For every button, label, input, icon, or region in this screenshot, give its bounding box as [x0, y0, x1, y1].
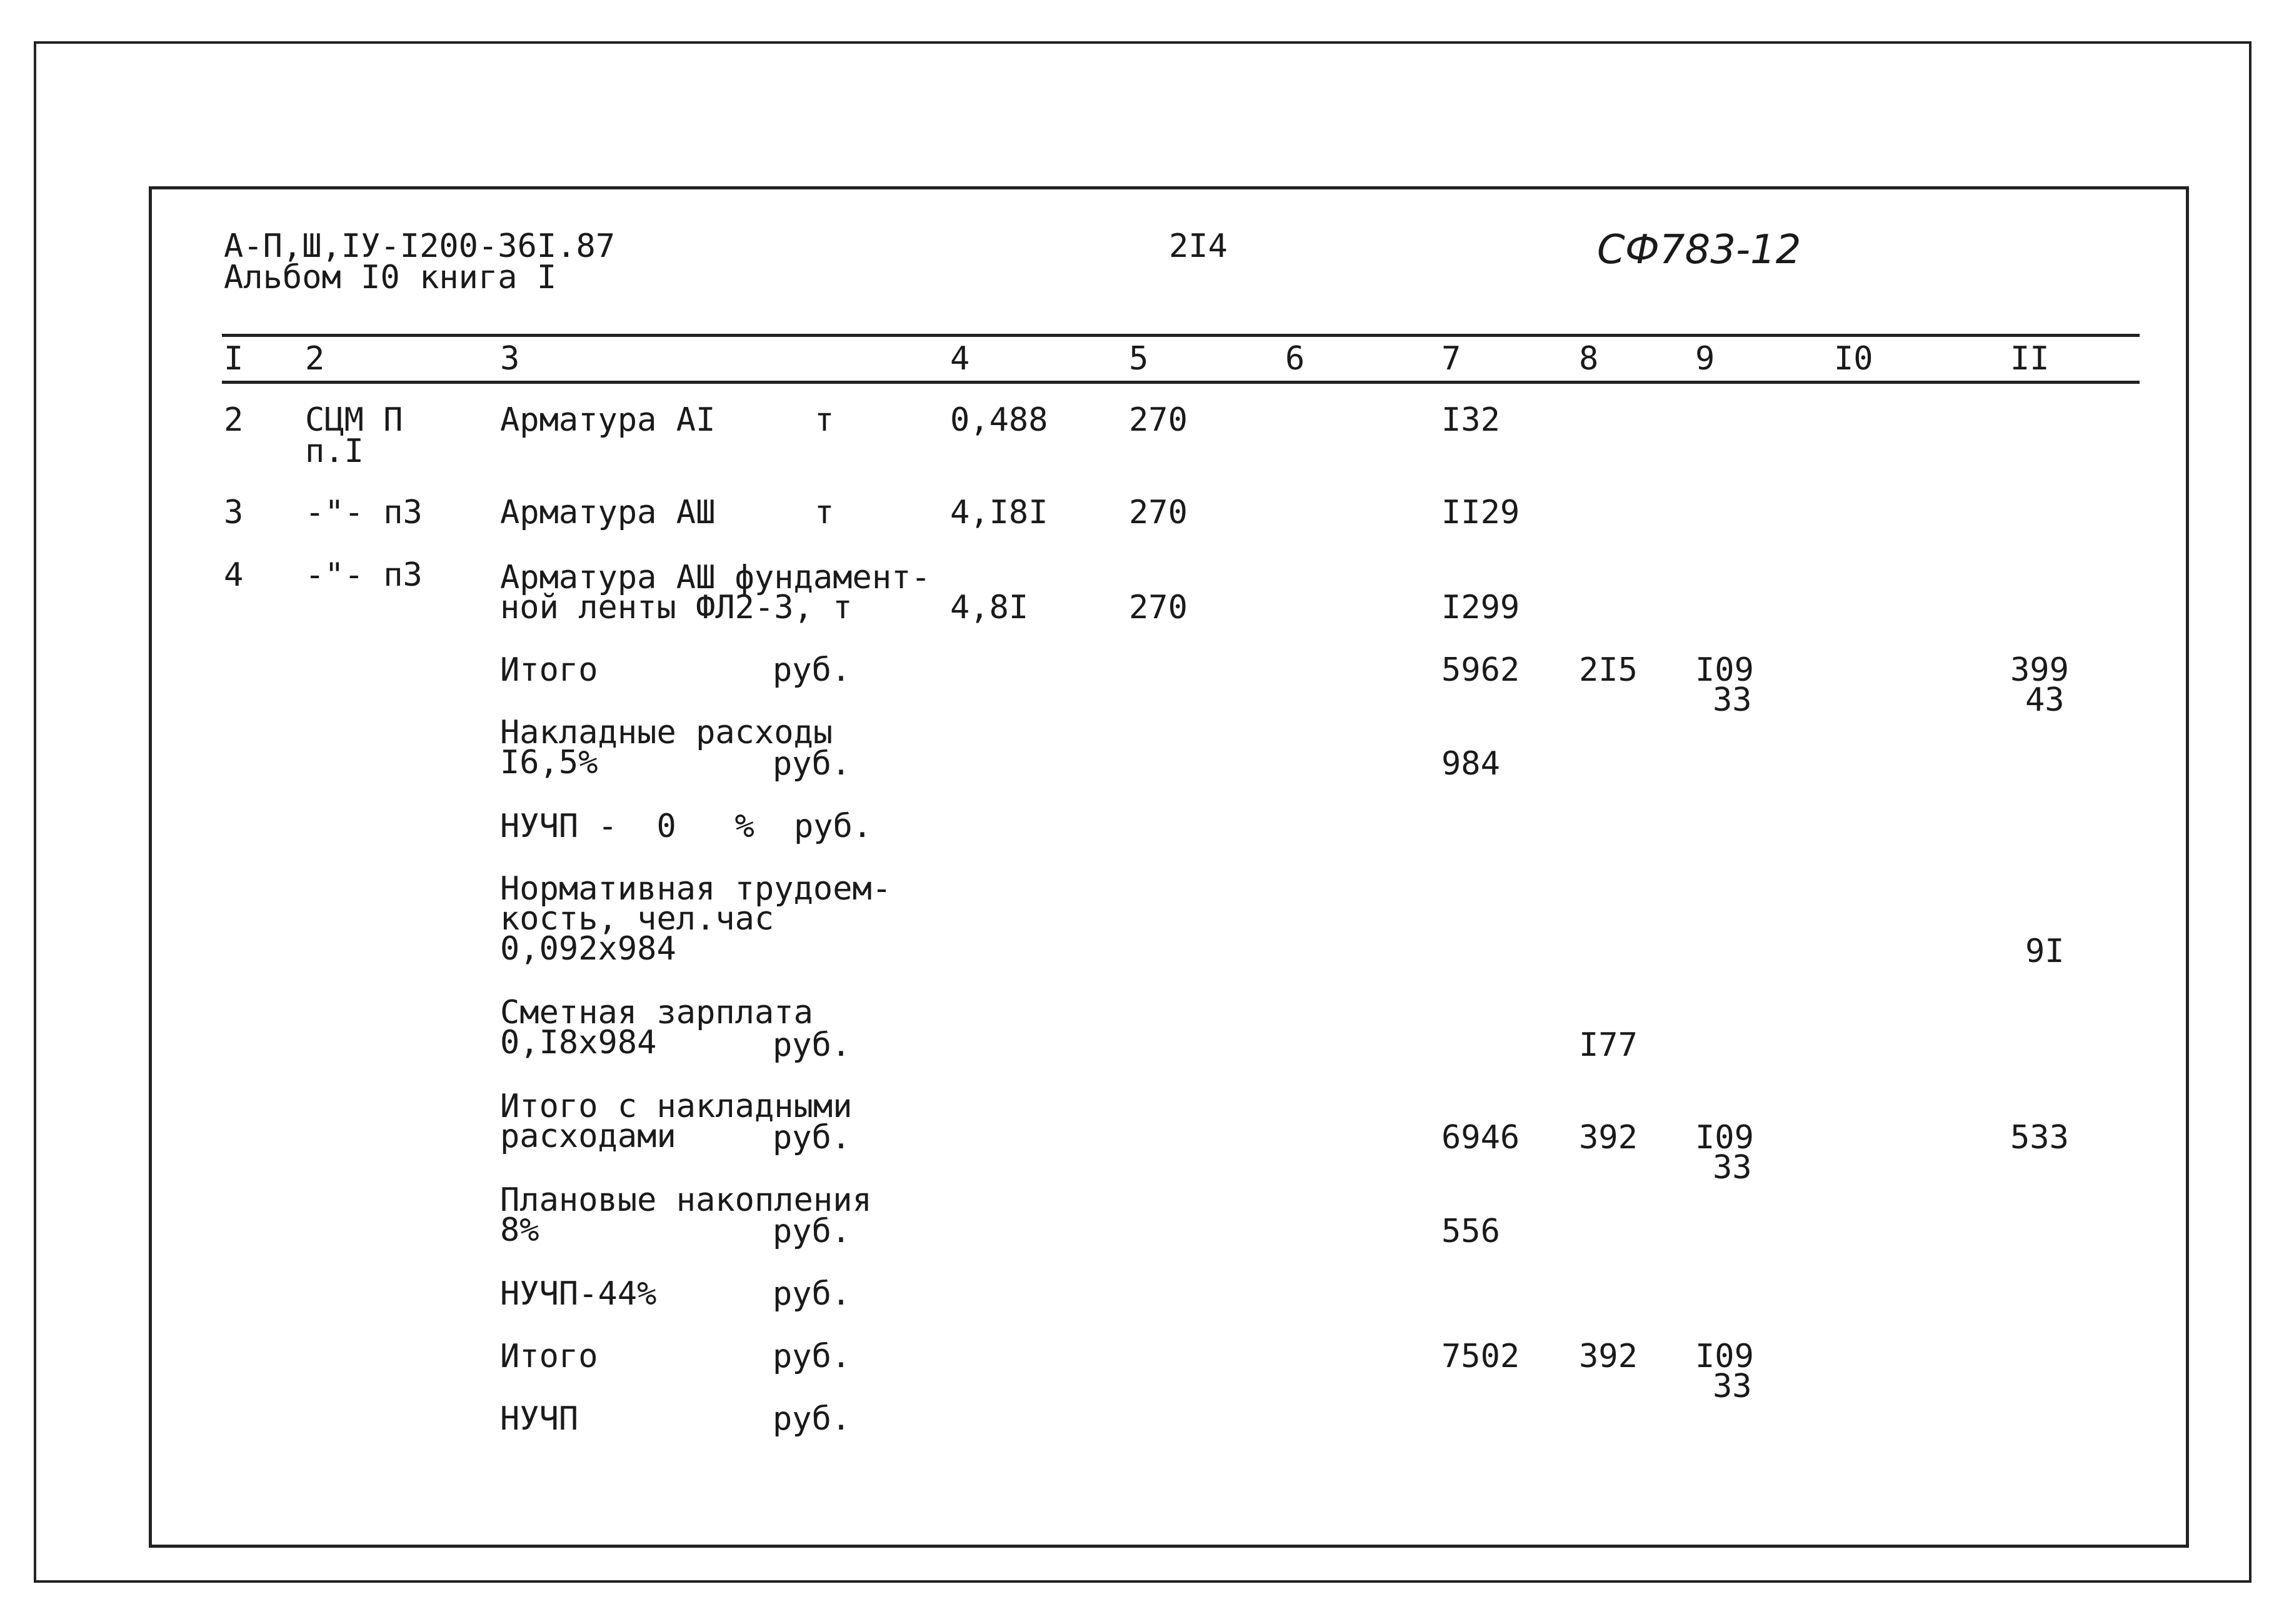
summary-name: расходами [500, 1118, 676, 1155]
summary-col7: 7502 [1441, 1338, 1520, 1375]
summary-col8: 392 [1579, 1338, 1638, 1375]
column-header: 7 [1441, 340, 1461, 378]
summary-unit: руб. [773, 1400, 851, 1438]
row-quantity: 0,488 [950, 401, 1048, 439]
row-name: Арматура АШ фундамент- [500, 559, 931, 596]
summary-name: 8% [500, 1211, 539, 1249]
column-header: 4 [950, 340, 970, 378]
row-basis: СЦМ П [305, 401, 403, 439]
summary-unit: руб. [773, 1026, 851, 1064]
album-title: Альбом I0 книга I [224, 259, 557, 296]
summary-name: I6,5% [500, 744, 598, 781]
summary-unit: руб. [773, 745, 851, 783]
table-header-rule [222, 381, 2140, 384]
summary-col9: 33 [1713, 1149, 1752, 1186]
summary-col11: 399 [2010, 651, 2069, 689]
column-header: 9 [1695, 340, 1715, 378]
row-price: 270 [1129, 401, 1188, 439]
row-col7: I299 [1441, 589, 1520, 626]
summary-col7: 5962 [1441, 651, 1520, 689]
row-basis: п.I [305, 433, 364, 470]
summary-col9: 33 [1713, 681, 1752, 719]
column-header: 3 [500, 340, 520, 378]
row-col7: II29 [1441, 494, 1520, 531]
inner-frame [149, 186, 2189, 1548]
summary-unit: руб. [773, 1275, 851, 1313]
column-header: II [2010, 340, 2050, 378]
summary-name: НУЧП-44% [500, 1275, 657, 1313]
summary-col11: 43 [2025, 681, 2065, 719]
summary-col11: 9I [2025, 933, 2065, 970]
page-number: 2I4 [1169, 228, 1228, 265]
summary-name: Итого [500, 651, 598, 689]
summary-name: 0,I8х984 [500, 1024, 657, 1061]
row-name: ной ленты ФЛ2-3, т [500, 589, 853, 626]
summary-unit: руб. [773, 651, 851, 689]
summary-col9: I09 [1695, 651, 1754, 689]
summary-name: Итого [500, 1338, 598, 1375]
summary-name: Сметная зарплата [500, 994, 813, 1031]
row-basis: -"- п3 [305, 494, 423, 531]
document-stamp: СФ783-12 [1597, 227, 1801, 273]
summary-name: 0,092х984 [500, 930, 676, 968]
summary-col8: 392 [1579, 1119, 1638, 1156]
summary-name: Нормативная трудоем- [500, 870, 892, 908]
row-name: Арматура АШ [500, 494, 716, 531]
column-header: 8 [1579, 340, 1599, 378]
summary-name: Итого с накладными [500, 1088, 853, 1125]
summary-unit: руб. [794, 808, 873, 845]
row-name: Арматура АI [500, 401, 716, 439]
summary-unit: руб. [773, 1213, 851, 1250]
column-header: I [224, 340, 244, 378]
column-header: 6 [1285, 340, 1305, 378]
row-quantity: 4,I8I [950, 494, 1048, 531]
row-price: 270 [1129, 589, 1188, 626]
summary-col7: 6946 [1441, 1119, 1520, 1156]
summary-name: Плановые накопления [500, 1181, 872, 1219]
row-number: 4 [224, 556, 244, 594]
row-number: 2 [224, 401, 244, 439]
row-col7: I32 [1441, 401, 1500, 439]
summary-col9: I09 [1695, 1338, 1754, 1375]
summary-col7: 556 [1441, 1213, 1500, 1250]
summary-name: НУЧП - 0 % [500, 808, 754, 845]
summary-unit: руб. [773, 1338, 851, 1375]
row-unit: т [814, 494, 834, 531]
summary-col8: I77 [1579, 1026, 1638, 1064]
doc-code: А-П,Ш,IУ-I200-36I.87 [224, 228, 616, 265]
summary-name: НУЧП [500, 1400, 579, 1438]
column-header: 2 [305, 340, 325, 378]
summary-name: Накладные расходы [500, 714, 833, 751]
row-number: 3 [224, 494, 244, 531]
column-header: I0 [1834, 340, 1873, 378]
summary-col11: 533 [2010, 1119, 2069, 1156]
row-quantity: 4,8I [950, 589, 1029, 626]
column-header: 5 [1129, 340, 1149, 378]
summary-col8: 2I5 [1579, 651, 1638, 689]
summary-col9: 33 [1713, 1368, 1752, 1405]
summary-col7: 984 [1441, 745, 1500, 783]
row-price: 270 [1129, 494, 1188, 531]
summary-unit: руб. [773, 1119, 851, 1156]
row-unit: т [814, 401, 834, 439]
row-basis: -"- п3 [305, 556, 423, 594]
summary-name: кость, чел.час [500, 900, 774, 938]
table-top-rule [222, 334, 2140, 337]
summary-col9: I09 [1695, 1119, 1754, 1156]
